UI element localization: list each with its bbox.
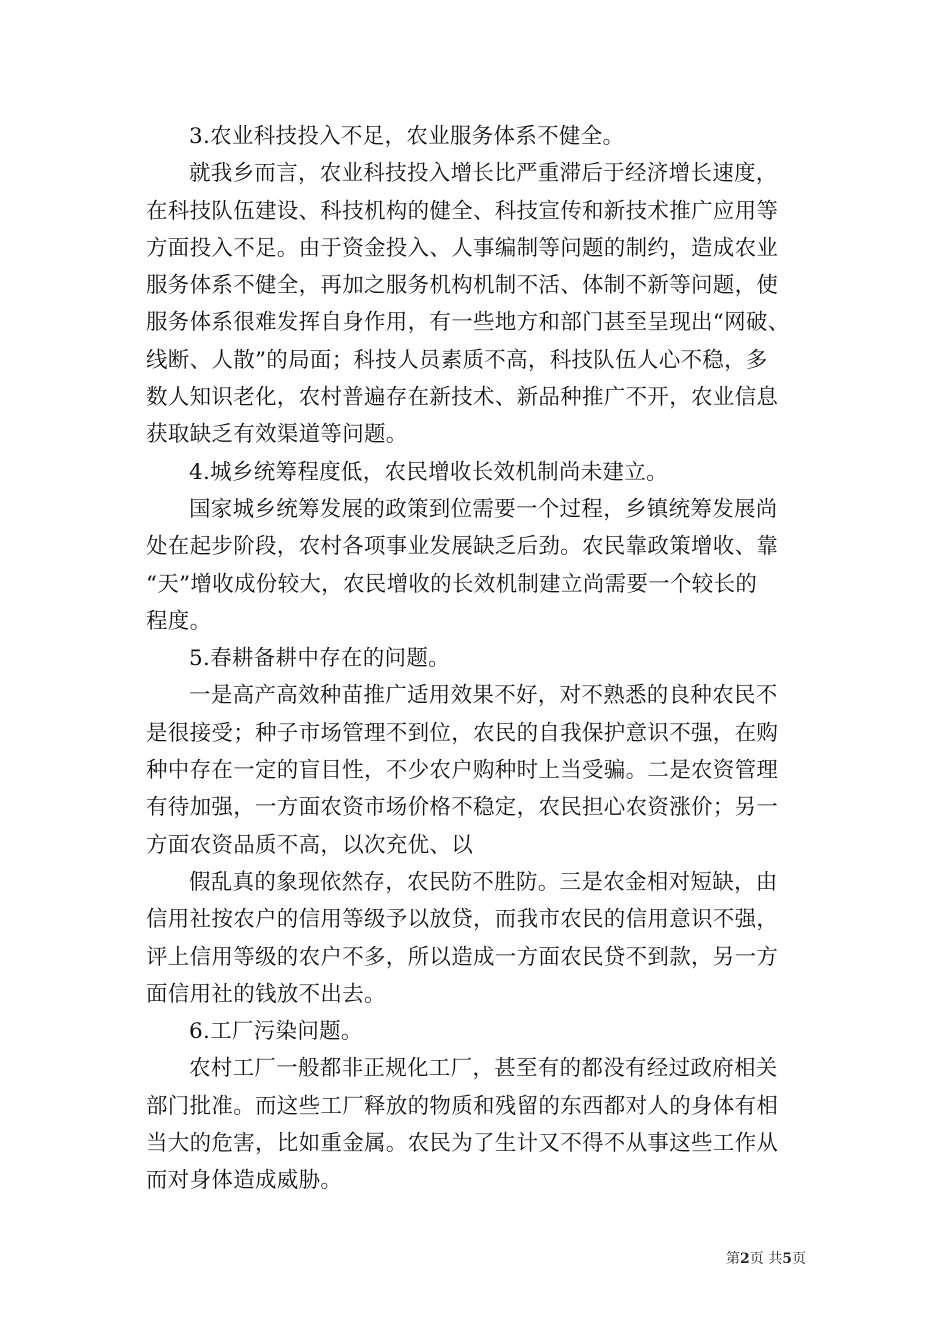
footer-prefix: 第 xyxy=(726,1251,741,1267)
text-line: 数人知识老化，农村普遍存在新技术、新品种推广不开，农业信息 xyxy=(146,385,779,411)
text-line: 部门批准。而这些工厂释放的物质和残留的东西都对人的身体有相 xyxy=(146,1093,779,1119)
text-line: 国家城乡统筹发展的政策到位需要一个过程，乡镇统筹发展尚 xyxy=(189,496,778,522)
document-body xyxy=(146,118,806,1200)
text-line: 在科技队伍建设、科技机构的健全、科技宣传和新技术推广应用等 xyxy=(146,198,779,224)
text-line: “天”增收成份较大，农民增收的长效机制建立尚需要一个较长的 xyxy=(146,571,758,597)
text-line: 方面投入不足。由于资金投入、人事编制等问题的制约，造成农业 xyxy=(146,235,779,261)
text-line: 处在起步阶段，农村各项事业发展缺乏后劲。农民靠政策增收、靠 xyxy=(146,534,779,560)
text-line: 评上信用等级的农户不多，所以造成一方面农民贷不到款，另一方 xyxy=(146,944,779,970)
text-line: 面信用社的钱放不出去。 xyxy=(146,981,386,1007)
text-line: 信用社按农户的信用等级予以放贷，而我市农民的信用意识不强， xyxy=(146,907,779,933)
text-line: 就我乡而言，农业科技投入增长比严重滞后于经济增长速度， xyxy=(189,161,778,187)
text-line: 方面农资品质不高，以次充优、以 xyxy=(146,832,474,858)
footer-suffix: 页 xyxy=(792,1251,806,1267)
total-pages-number: 5 xyxy=(782,1251,792,1267)
footer-middle: 页 共 xyxy=(749,1251,783,1267)
text-line: 5.春耕备耕中存在的问题。 xyxy=(189,646,450,672)
text-line: 线断、人散”的局面；科技人员素质不高，科技队伍人心不稳，多 xyxy=(146,347,768,373)
text-line: 是很接受；种子市场管理不到位，农民的自我保护意识不强，在购 xyxy=(146,720,779,746)
text-line: 而对身体造成威胁。 xyxy=(146,1168,343,1194)
text-line: 4.城乡统筹程度低，农民增收长效机制尚未建立。 xyxy=(189,459,668,485)
text-line: 6.工厂污染问题。 xyxy=(189,1019,363,1045)
text-line: 当大的危害，比如重金属。农民为了生计又不得不从事这些工作从 xyxy=(146,1131,779,1157)
text-line: 程度。 xyxy=(146,608,212,634)
text-line: 种中存在一定的盲目性，不少农户购种时上当受骗。二是农资管理 xyxy=(146,758,779,784)
text-line: 3.农业科技投入不足，农业服务体系不健全。 xyxy=(189,124,625,149)
text-line: 一是高产高效种苗推广适用效果不好，对不熟悉的良种农民不 xyxy=(189,683,778,709)
text-line: 农村工厂一般都非正规化工厂，甚至有的都没有经过政府相关 xyxy=(189,1056,778,1082)
text-line: 服务体系不健全，再加之服务机构机制不活、体制不新等问题，使 xyxy=(146,273,779,299)
text-line: 获取缺乏有效渠道等问题。 xyxy=(146,422,408,448)
page-footer xyxy=(726,1248,806,1268)
text-line: 服务体系很难发挥自身作用，有一些地方和部门甚至呈现出“网破、 xyxy=(146,310,790,336)
text-line: 假乱真的象现依然存，农民防不胜防。三是农金相对短缺，由 xyxy=(189,869,778,895)
text-line: 有待加强，一方面农资市场价格不稳定，农民担心农资涨价；另一 xyxy=(146,795,779,821)
current-page-number: 2 xyxy=(740,1251,750,1267)
